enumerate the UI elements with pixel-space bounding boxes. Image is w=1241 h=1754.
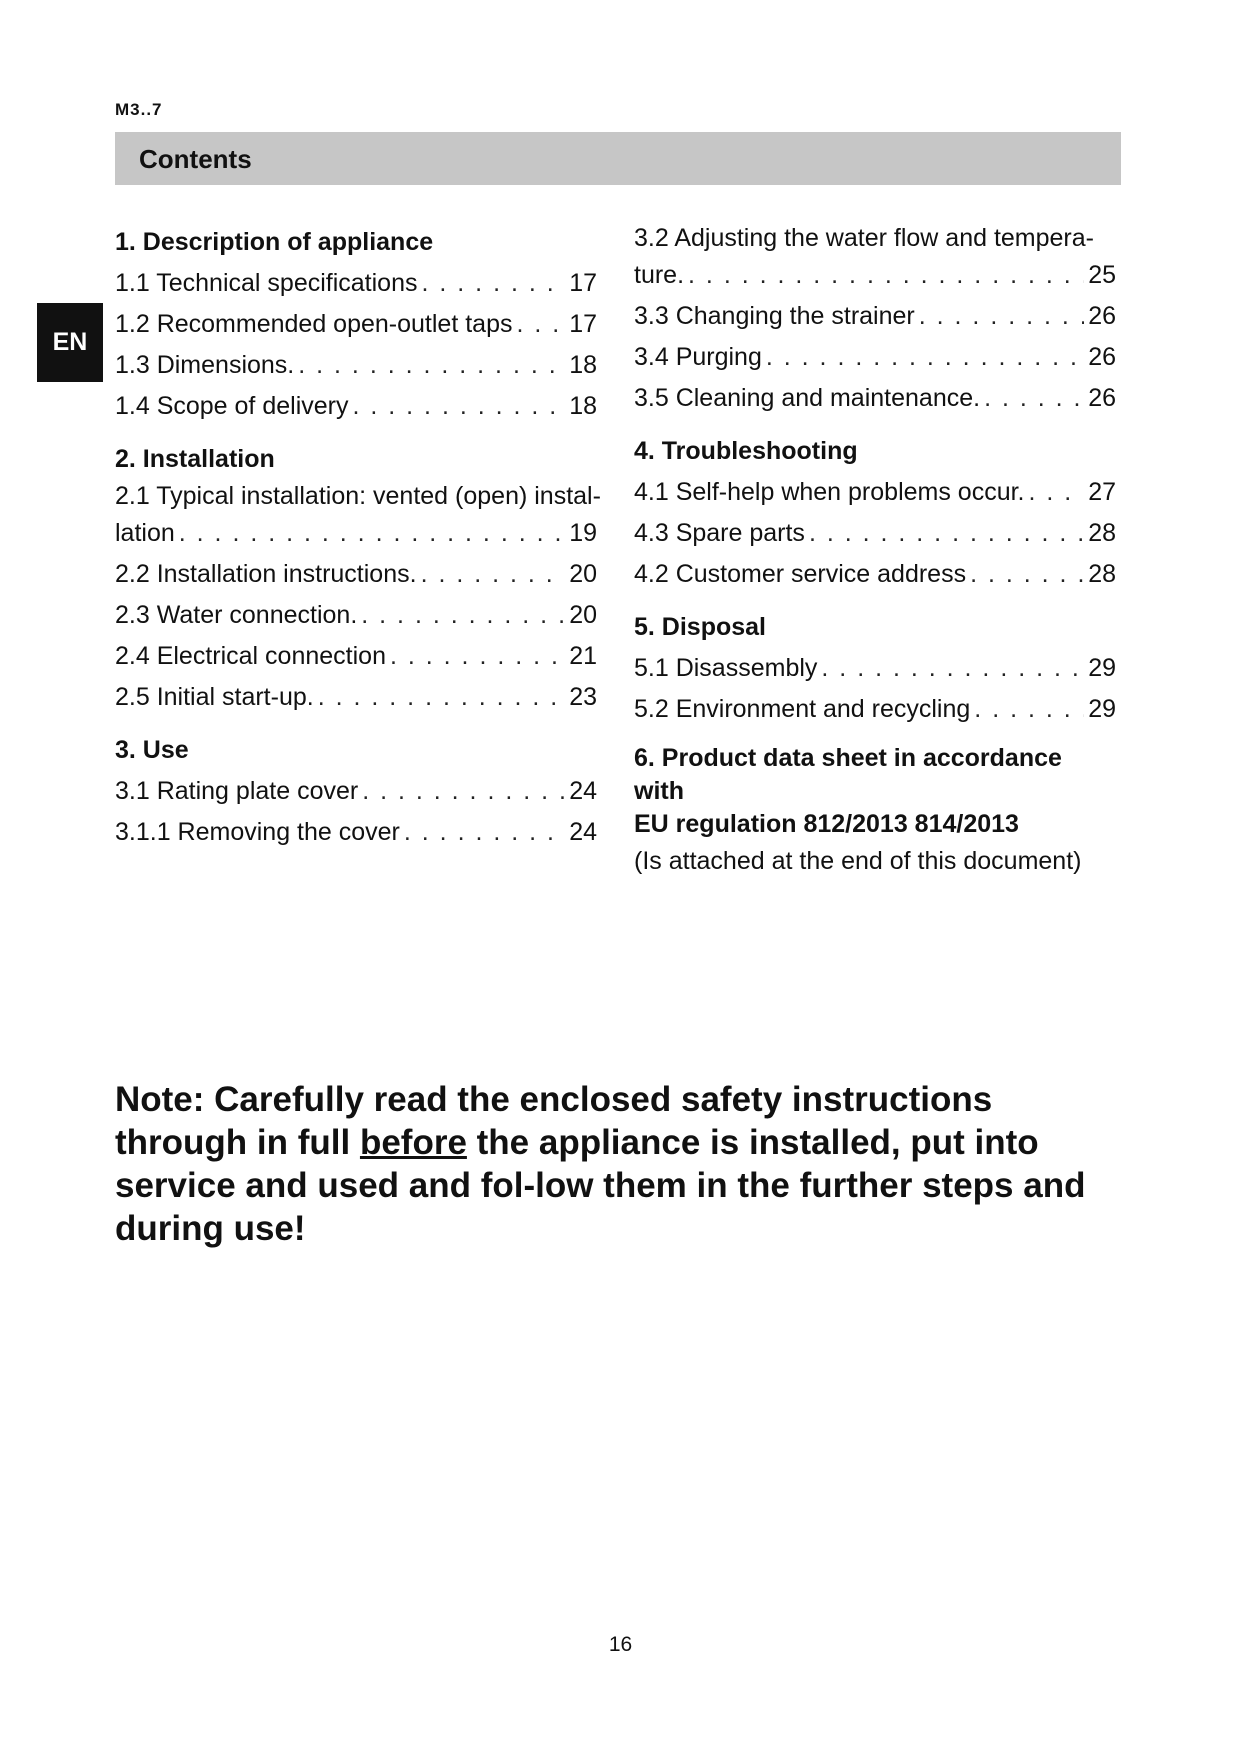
toc-section-4	[634, 431, 1116, 595]
toc-entry[interactable]: 1.2 Recommended open-outlet taps . . . 17	[115, 304, 597, 345]
toc-entry[interactable]: lation . . . 19	[115, 513, 597, 554]
toc-section-6-heading	[634, 742, 1116, 841]
page-number: 16	[608, 1633, 633, 1656]
toc-entry[interactable]: 3.1.1 Removing the cover . . . 24	[115, 812, 597, 853]
toc-heading: 3. Use	[115, 736, 189, 764]
contents-header	[115, 132, 1121, 185]
model-label: M3..7	[115, 100, 163, 119]
toc-entry[interactable]: 2.3 Water connection. . . . 20	[115, 595, 597, 636]
toc-entry[interactable]: 1.4 Scope of delivery . . . 18	[115, 386, 597, 427]
toc-entry-wrap-line[interactable]: 2.1 Typical installation: vented (open) instal-	[115, 482, 601, 510]
toc-entry[interactable]: 3.4 Purging . . . 26	[634, 337, 1116, 378]
toc-entry[interactable]: 5.1 Disassembly . . . 29	[634, 648, 1116, 689]
contents-title: Contents	[139, 144, 252, 174]
toc-entry[interactable]: 4.2 Customer service address . . . 28	[634, 554, 1116, 595]
toc-section-6-note: (Is attached at the end of this document)	[634, 847, 1082, 875]
toc-entry[interactable]: 3.5 Cleaning and maintenance. . . . 26	[634, 378, 1116, 419]
toc-heading: 4. Troubleshooting	[634, 437, 858, 465]
toc-entry[interactable]: 3.1 Rating plate cover . . . 24	[115, 771, 597, 812]
toc-left-column	[115, 222, 601, 853]
toc-heading: 1. Description of appliance	[115, 228, 434, 256]
toc-heading: 5. Disposal	[634, 613, 766, 641]
safety-note-text: the appliance is installed, put into service and used and fol-low them in the further steps and during use!	[115, 1123, 1086, 1248]
toc-entry[interactable]: ture. . . . 25	[634, 255, 1116, 296]
toc-entry[interactable]: 4.1 Self-help when problems occur. . . . 27	[634, 472, 1116, 513]
safety-note-emphasis: before	[359, 1123, 467, 1162]
toc-heading-line: 6. Product data sheet in accordance with	[634, 744, 1062, 805]
toc-heading: 2. Installation	[115, 445, 275, 473]
toc-section-1	[115, 222, 597, 427]
toc-entry[interactable]: 2.5 Initial start-up. . . . 23	[115, 677, 597, 718]
toc-entry[interactable]: 1.3 Dimensions. . . . 18	[115, 345, 597, 386]
toc-section-3-continued	[634, 222, 1116, 419]
toc-entry[interactable]: 4.3 Spare parts . . . 28	[634, 513, 1116, 554]
toc-heading-line: EU regulation 812/2013 814/2013	[634, 810, 1019, 838]
safety-note-text: Note: Carefully read the enclosed safety instructions through in full	[115, 1080, 993, 1162]
toc-entry[interactable]: 2.4 Electrical connection . . . 21	[115, 636, 597, 677]
toc-section-5	[634, 607, 1116, 730]
toc-entry[interactable]: 1.1 Technical specifications . . . 17	[115, 263, 597, 304]
toc-entry-wrap-line[interactable]: 3.2 Adjusting the water flow and tempera-	[634, 224, 1094, 252]
language-tab: EN	[37, 303, 103, 382]
safety-note	[115, 1078, 1125, 1250]
toc-entry[interactable]: 3.3 Changing the strainer . . . 26	[634, 296, 1116, 337]
toc-section-3	[115, 730, 597, 853]
toc-right-column	[634, 222, 1116, 882]
toc-entry[interactable]: 5.2 Environment and recycling . . . 29	[634, 689, 1116, 730]
toc-section-2	[115, 439, 601, 718]
toc-entry[interactable]: 2.2 Installation instructions. . . . 20	[115, 554, 597, 595]
